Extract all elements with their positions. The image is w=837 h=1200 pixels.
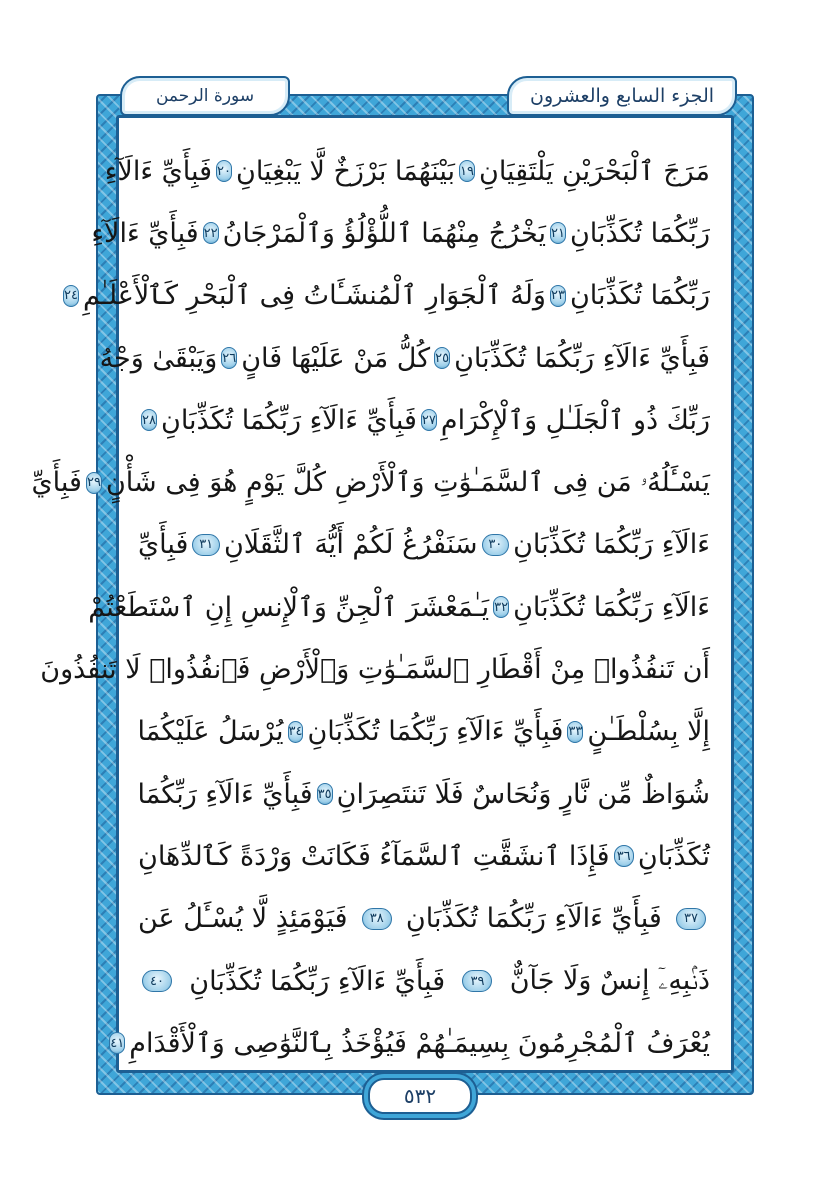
ayah-number-marker: ٤٠ — [142, 970, 172, 992]
verse-text: ءَالَآءِ رَبِّكُمَا تُكَذِّبَانِ — [513, 529, 710, 561]
ayah-number-marker: ١٩ — [459, 160, 475, 182]
verse-text: فَبِأَيِّ ءَالَآءِ رَبِّكُمَا — [137, 778, 313, 810]
ayah-number-marker: ٢٤ — [63, 285, 79, 307]
ayah-number-marker: ٤١ — [109, 1032, 125, 1054]
ayah-number-marker: ٣٠ — [482, 534, 510, 556]
verse-line — [138, 389, 710, 451]
verse-text: فَبِأَيِّ ءَالَآءِ رَبِّكُمَا تُكَذِّبَانِ — [405, 903, 662, 935]
verse-text: إِلَّا بِسُلْطَـٰنٍ — [587, 716, 710, 748]
ayah-number-marker: ٣٦ — [614, 845, 634, 867]
verse-text: فَبِأَيِّ ءَالَآءِ — [91, 217, 199, 249]
ayah-number-marker: ٣٢ — [493, 596, 509, 618]
verse-text: ذَنۢبِهِۦٓ إِنسٌ وَلَا جَآنٌّ — [509, 965, 710, 996]
verse-text: يَسْـَٔلُهُۥ مَن فِى ٱلسَّمَـٰوَٰتِ وَٱلْأَرْضِ كُلَّ يَوْمٍ هُوَ فِى شَأْنٍ — [105, 466, 710, 498]
verse-text: فَبِأَيِّ — [31, 467, 82, 499]
verse-line — [64, 265, 710, 327]
ayah-number-marker: ٣٤ — [288, 721, 304, 743]
verse-line — [91, 202, 710, 264]
verse-text: أَن تَنفُذُوا۟ مِنْ أَقْطَارِ ٱلسَّمَـٰوَٰتِ وَٱلْأَرْضِ فَٱنفُذُوا۟ لَا تَنفُذُونَ — [40, 654, 710, 686]
verse-text: وَلَهُ ٱلْجَوَارِ ٱلْمُنشَـَٔاتُ فِى ٱلْبَحْرِ كَٱلْأَعْلَـٰمِ — [82, 280, 546, 312]
verse-text: يَـٰمَعْشَرَ ٱلْجِنِّ وَٱلْإِنسِ إِنِ ٱسْتَطَعْتُمْ — [88, 591, 490, 623]
ayah-number-marker: ٢٩ — [86, 472, 102, 494]
ayah-number-marker: ٢٠ — [216, 160, 232, 182]
verse-text: فَبِأَيِّ — [138, 529, 189, 561]
verse-text: فَبِأَيِّ ءَالَآءِ — [104, 155, 213, 187]
verse-line — [40, 638, 710, 700]
verse-text: بَيْنَهُمَا بَرْزَخٌ لَّا يَبْغِيَانِ — [236, 155, 456, 187]
verse-text: فَبِأَيِّ ءَالَآءِ رَبِّكُمَا تُكَذِّبَانِ — [307, 716, 564, 748]
verse-text: رَبِّكُمَا تُكَذِّبَانِ — [569, 217, 710, 249]
verse-text: فَبِأَيِّ ءَالَآءِ رَبِّكُمَا تُكَذِّبَانِ — [189, 965, 446, 997]
ayah-number-marker: ٢٧ — [421, 409, 437, 431]
verse-line — [104, 140, 710, 202]
verse-text: فَبِأَيِّ ءَالَآءِ رَبِّكُمَا تُكَذِّبَانِ — [160, 404, 417, 436]
verse-text: تُكَذِّبَانِ — [637, 840, 710, 872]
ayah-number-marker: ٣٣ — [567, 721, 583, 743]
verse-text: شُوَاظٌ مِّن نَّارٍ وَنُحَاسٌ فَلَا تَنتَصِرَانِ — [336, 778, 710, 810]
verse-text: فَيَوْمَئِذٍ لَّا يُسْـَٔلُ عَن — [138, 903, 348, 935]
ayah-number-marker: ٢٨ — [141, 409, 157, 431]
verse-text: يُعْرَفُ ٱلْمُجْرِمُونَ بِسِيمَـٰهُمْ فَيُؤْخَذُ بِٱلنَّوَٰصِى وَٱلْأَقْدَامِ — [129, 1027, 710, 1059]
verse-text: مَرَجَ ٱلْبَحْرَيْنِ يَلْتَقِيَانِ — [478, 155, 710, 187]
verse-line — [138, 763, 710, 825]
ayah-number-marker: ٢١ — [550, 222, 566, 244]
verse-line — [138, 888, 710, 950]
verse-text: رَبِّكُمَا تُكَذِّبَانِ — [569, 280, 710, 312]
ayah-number-marker: ٣٧ — [676, 908, 706, 930]
verse-text: يُرْسَلُ عَلَيْكُمَا — [137, 716, 284, 748]
verse-line — [138, 514, 710, 576]
verse-line — [88, 576, 710, 638]
ayah-number-marker: ٣١ — [192, 534, 220, 556]
verse-line — [138, 701, 710, 763]
ayah-number-marker: ٢٦ — [221, 347, 237, 369]
verse-text: فَإِذَا ٱنشَقَّتِ ٱلسَّمَآءُ فَكَانَتْ وَرْدَةً كَٱلدِّهَانِ — [138, 840, 610, 872]
verse-text: فَبِأَيِّ ءَالَآءِ رَبِّكُمَا تُكَذِّبَانِ — [454, 342, 710, 374]
ayah-number-marker: ٣٨ — [362, 908, 392, 930]
verse-line — [138, 950, 710, 1012]
verse-line — [110, 1012, 710, 1074]
ayah-number-marker: ٢٣ — [550, 285, 566, 307]
ayah-number-marker: ٣٩ — [462, 970, 492, 992]
verse-line — [138, 825, 710, 887]
verse-text: يَخْرُجُ مِنْهُمَا ٱللُّؤْلُؤُ وَٱلْمَرْجَانُ — [222, 217, 546, 249]
verse-text: وَيَبْقَىٰ وَجْهُ — [99, 342, 218, 374]
verse-text: كُلُّ مَنْ عَلَيْهَا فَانٍ — [241, 342, 431, 374]
ayah-number-marker: ٢٥ — [434, 347, 450, 369]
verse-line — [99, 327, 710, 389]
ayah-number-marker: ٣٥ — [317, 783, 333, 805]
ayah-number-marker: ٢٢ — [203, 222, 219, 244]
verse-text: رَبِّكَ ذُو ٱلْجَلَـٰلِ وَٱلْإِكْرَامِ — [440, 404, 710, 436]
verse-text: ءَالَآءِ رَبِّكُمَا تُكَذِّبَانِ — [513, 591, 710, 623]
verse-text: سَنَفْرُغُ لَكُمْ أَيُّهَ ٱلثَّقَلَانِ — [223, 529, 478, 561]
juz-title: الجزء السابع والعشرون — [507, 76, 737, 116]
surah-title: سورة الرحمن — [120, 76, 290, 116]
verses-block — [31, 140, 710, 1074]
page-number: ٥٣٢ — [368, 1078, 472, 1114]
verse-line — [31, 451, 710, 513]
